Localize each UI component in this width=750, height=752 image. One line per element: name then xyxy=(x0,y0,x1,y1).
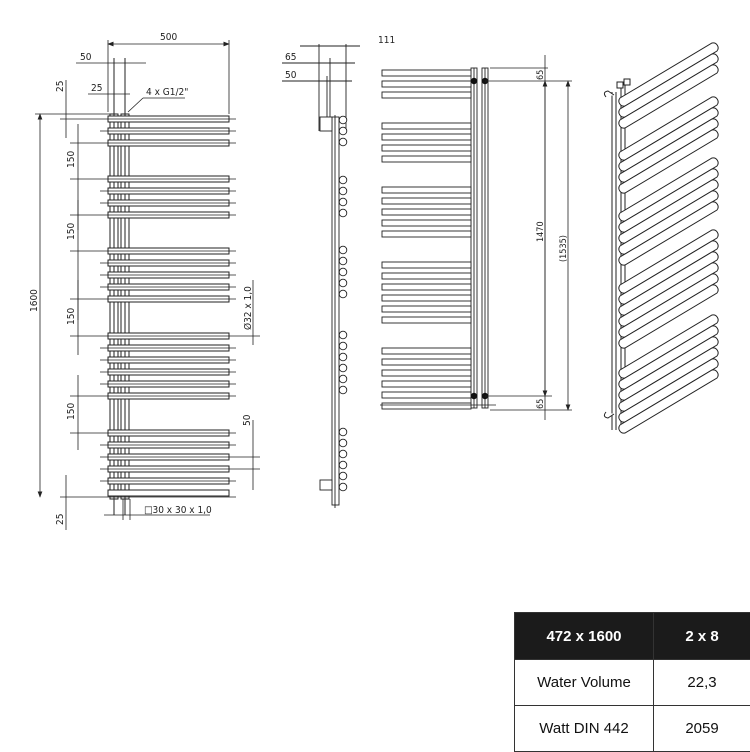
dim-top-connection: 65 xyxy=(536,70,546,80)
dim-depth-b: 50 xyxy=(285,70,297,81)
rear-dimension-labels xyxy=(536,70,569,409)
spec-table xyxy=(514,612,750,752)
dim-gap-1: 150 xyxy=(66,151,77,168)
dim-bracket-span: (1535) xyxy=(559,235,569,262)
dim-overall-width: 500 xyxy=(160,32,177,43)
dim-depth-a: 65 xyxy=(285,52,296,63)
model-config: 2 x 8 xyxy=(654,613,750,660)
tube-spec-annotation: Ø32 x 1,0 xyxy=(242,286,254,330)
rear-view xyxy=(471,68,488,408)
dim-collector-gap: 25 xyxy=(91,83,102,94)
dim-overall-height: 1600 xyxy=(29,289,40,312)
spec-table-header xyxy=(515,613,750,660)
rear-bars xyxy=(382,70,471,409)
dim-gap-3: 150 xyxy=(66,308,77,325)
dim-tube-pitch: 50 xyxy=(242,414,253,426)
dim-connection-centers: 1470 xyxy=(536,221,546,242)
row-value-watt: 2059 xyxy=(654,706,750,752)
side-dimension-labels xyxy=(285,35,395,81)
dim-gap-4: 150 xyxy=(66,403,77,420)
dim-bottom-offset: 25 xyxy=(55,514,66,525)
model-size: 472 x 1600 xyxy=(515,613,654,660)
dim-collector-offset: 50 xyxy=(80,52,92,63)
side-view xyxy=(282,44,360,508)
connection-annotation: 4 x G1/2" xyxy=(146,87,188,98)
isometric-tubes xyxy=(619,43,718,433)
collector-spec-annotation: □30 x 30 x 1,0 xyxy=(144,505,212,516)
dim-bottom-connection: 65 xyxy=(536,399,546,409)
dim-top-offset: 25 xyxy=(55,81,66,92)
row-label-water-volume: Water Volume xyxy=(515,660,654,706)
table-row xyxy=(515,660,750,706)
dim-wall-distance: 111 xyxy=(378,35,395,46)
row-value-water-volume: 22,3 xyxy=(654,660,750,706)
side-view-tubes xyxy=(339,116,347,491)
dim-gap-2: 150 xyxy=(66,223,77,240)
row-label-watt: Watt DIN 442 xyxy=(515,706,654,752)
front-centerlines xyxy=(35,114,260,497)
table-row xyxy=(515,706,750,752)
